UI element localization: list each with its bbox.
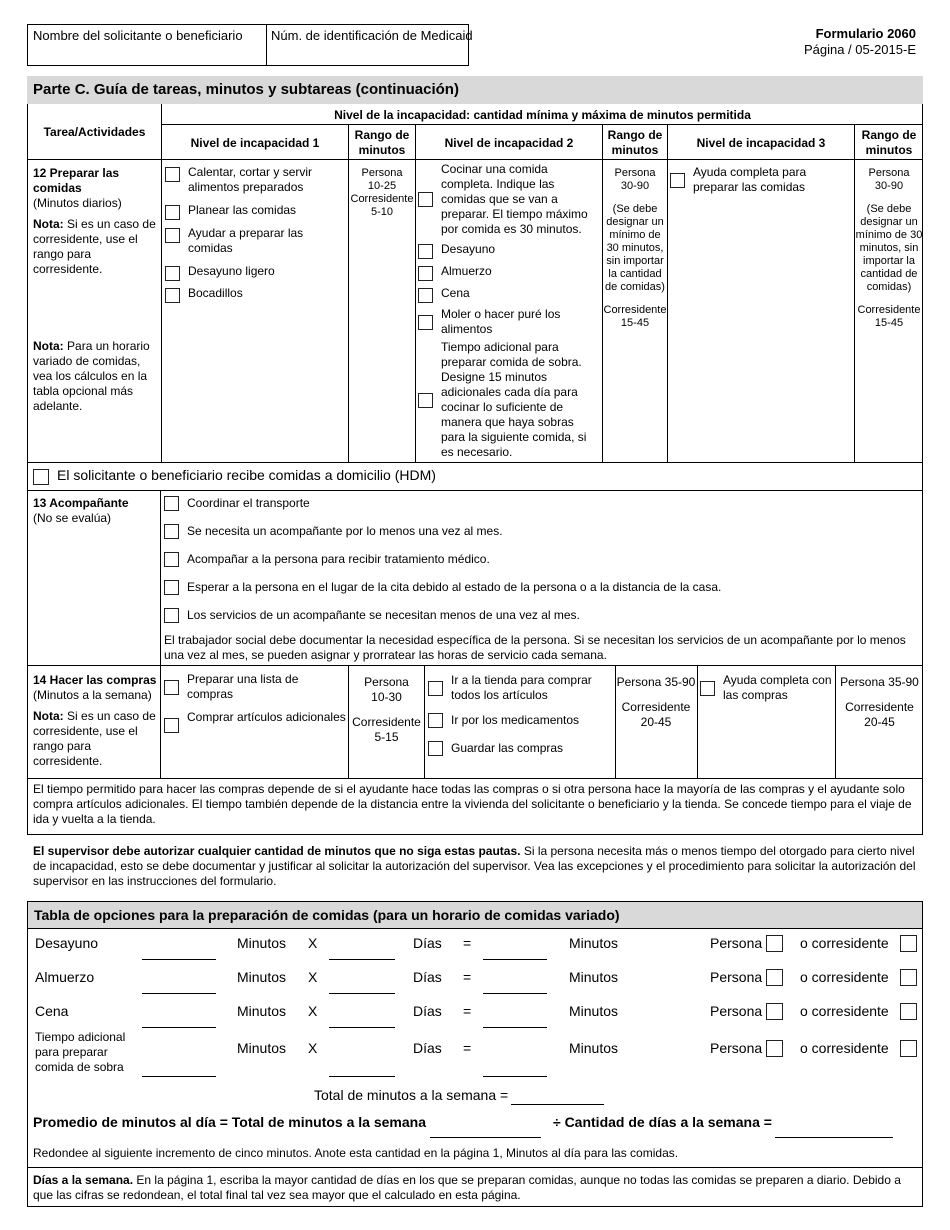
checkbox[interactable] [164,718,179,733]
meal-days-label: Días [413,935,442,951]
person-checkbox[interactable] [766,935,783,952]
task12-l1-item[interactable]: Calentar, cortar y servir alimentos preparados [165,165,345,195]
meal-result-label: Minutos [569,1003,619,1019]
task12-l2-item[interactable]: Cocinar una comida completa. Indique las comidas que se van a preparar. El tiempo máximo por comida es 30 minutos. [418,162,600,237]
applicant-name-label: Nombre del solicitante o beneficiario [33,28,243,43]
task12-range2: Persona 30-90 (Se debe designar un mínimo de 30 minutos, sin importar la cantidad de comidas) Corresidente 15-45 [603,167,667,329]
checkbox[interactable] [418,244,433,259]
days-note: Días a la semana. En la página 1, escriba la mayor cantidad de días en los que se preparan comidas, aunque no todas las comidas se preparen a diario. Debido a que las cifras se redondean, el total final tal vez sea mayor que el calculado en esta página. [33,1173,901,1202]
meal-days-field[interactable] [329,1027,395,1028]
task14-l1-item[interactable]: Comprar artículos adicionales [164,710,346,733]
checkbox[interactable] [164,524,179,539]
meal-minutes-label: Minutos [237,935,287,951]
person-checkbox[interactable] [766,969,783,986]
checkbox[interactable] [164,552,179,567]
meal-days-field[interactable] [329,993,395,994]
meal-days-label: Días [413,1003,442,1019]
meal-minutes-field[interactable] [142,993,216,994]
checkbox[interactable] [418,315,433,330]
meal-result-field[interactable] [483,993,547,994]
meal-person-label: Persona [710,969,763,985]
meal-times-sign: X [308,1003,318,1019]
meal-minutes-label: Minutos [237,1040,287,1056]
task12-cell [33,166,157,414]
task13-item[interactable]: Esperar a la persona en el lugar de la cita debido al estado de la persona o a la distancia de la casa. [164,580,721,595]
task14-l2-item[interactable]: Ir a la tienda para comprar todos los artículos [428,673,613,703]
checkbox[interactable] [418,288,433,303]
level3-header: Nivel de incapacidad 3 [696,136,826,150]
task13-cell [33,496,157,526]
meal-person-label: Persona [710,1040,763,1056]
task13-item[interactable]: Se necesita un acompañante por lo menos una vez al mes. [164,524,503,539]
task14-cell [33,673,161,769]
meal-days-field[interactable] [329,1076,395,1077]
checkbox[interactable] [164,580,179,595]
task12-l3-item[interactable]: Ayuda completa para preparar las comidas [670,165,850,195]
meal-cores-label: o corresidente [800,1003,889,1019]
task14-range1: Persona 10-30 Corresidente 5-15 [352,675,421,744]
task14-range2: Persona 35-90 Corresidente 20-45 [616,675,696,729]
total-week-field[interactable] [430,1137,541,1138]
checkbox[interactable] [700,681,715,696]
meal-row-label: Desayuno [35,935,99,951]
level1-header: Nivel de incapacidad 1 [190,136,320,150]
checkbox[interactable] [670,173,685,188]
meal-minutes-field[interactable] [142,1076,216,1077]
task14-range3: Persona 35-90 Corresidente 20-45 [840,675,919,729]
checkbox[interactable] [165,228,180,243]
task12-l2-item[interactable]: Tiempo adicional para preparar comida de sobra. Designe 15 minutos adicionales cada día para cocinar lo suficiente de manera que haya sobras para la siguiente comida, si es necesario. [418,340,600,460]
task14-l3-item[interactable]: Ayuda completa con las compras [700,673,834,703]
meal-row-label: Almuerzo [35,969,95,985]
supervisor-note: El supervisor debe autorizar cualquier cantidad de minutos que no siga estas pautas. Si la persona necesita más o menos tiempo del otorgado para cierto nivel de incapacidad, esto se debe documentar y justificar al solicitar la autorización del supervisor. Vea las excepciones y el procedimiento para solicitar la autorización del supervisor en las instrucciones del formulario. [33,844,916,888]
meal-cores-label: o corresidente [800,935,889,951]
divide-label: ÷ Cantidad de días a la semana = [553,1114,772,1130]
meal-equals-sign: = [463,969,472,985]
task12-l1-item[interactable]: Bocadillos [165,286,345,303]
meal-minutes-field[interactable] [142,959,216,960]
days-per-week-field[interactable] [775,1137,893,1138]
task12-l1-item[interactable]: Ayudar a preparar las comidas [165,226,345,256]
meal-person-label: Persona [710,1003,763,1019]
task14-l2-item[interactable]: Ir por los medicamentos [428,713,613,728]
checkbox[interactable] [165,205,180,220]
total-minutes-field[interactable] [511,1104,604,1105]
level-span-header: Nivel de la incapacidad: cantidad mínima y máxima de minutos permitida [334,108,751,122]
range3-header: Rango de minutos [861,128,917,157]
task13-item[interactable]: Acompañar a la persona para recibir tratamiento médico. [164,552,490,567]
task12-note2-label: Nota: [33,339,64,353]
task14-note-label: Nota: [33,709,64,723]
task-column-header: Tarea/Actividades [43,125,146,139]
total-minutes: Total de minutos a la semana = [314,1087,509,1103]
meal-row-label: Cena [35,1003,69,1019]
task14-l2-item[interactable]: Guardar las compras [428,741,613,756]
task13-note: El trabajador social debe documentar la necesidad específica de la persona. Si se necesitan los servicios de un acompañante por lo menos una vez al mes, se pueden asignar y prorratear las horas de servicio cada semana. [164,633,906,662]
meal-minutes-label: Minutos [237,969,287,985]
task12-l2-item[interactable]: Almuerzo [418,264,600,281]
checkbox[interactable] [33,469,49,485]
task13-subtitle: (No se evalúa) [33,511,112,525]
meal-cores-label: o corresidente [800,1040,889,1056]
corresident-checkbox[interactable] [900,1040,917,1057]
meal-result-label: Minutos [569,969,619,985]
checkbox[interactable] [418,393,433,408]
meal-minutes-label: Minutos [237,1003,287,1019]
checkbox[interactable] [164,608,179,623]
person-checkbox[interactable] [766,1040,783,1057]
task13-title: 13 Acompañante [33,496,129,510]
checkbox[interactable] [418,192,433,207]
meal-equals-sign: = [463,1040,472,1056]
hdm-option[interactable]: El solicitante o beneficiario recibe comidas a domicilio (HDM) [33,467,436,485]
task12-l2-item[interactable]: Moler o hacer puré los alimentos [418,307,600,337]
task12-l1-item[interactable]: Planear las comidas [165,203,345,220]
meal-result-label: Minutos [569,935,619,951]
medicaid-id-label: Núm. de identificación de Medicaid [271,28,473,43]
checkbox[interactable] [428,741,443,756]
task12-subtitle: (Minutos diarios) [33,196,122,210]
meal-result-field[interactable] [483,959,547,960]
task13-item[interactable]: Los servicios de un acompañante se necesitan menos de una vez al mes. [164,608,580,623]
round-note: Redondee al siguiente incremento de cinco minutos. Anote esta cantidad en la página 1, Minutos al día para las comidas. [33,1146,679,1160]
meal-times-sign: X [308,969,318,985]
corresident-checkbox[interactable] [900,935,917,952]
task12-l2-item[interactable]: Desayuno [418,242,600,259]
task12-title: 12 Preparar las comidas [33,166,120,195]
meal-minutes-field[interactable] [142,1027,216,1028]
meal-times-sign: X [308,935,318,951]
meal-times-sign: X [308,1040,318,1056]
section-title: Parte C. Guía de tareas, minutos y subtareas (continuación) [27,76,923,104]
meal-cores-label: o corresidente [800,969,889,985]
meal-equals-sign: = [463,1003,472,1019]
corresident-checkbox[interactable] [900,1003,917,1020]
task14-note: Si es un caso de corresidente, use el rango para corresidente. [33,709,156,768]
task12-range3: Persona 30-90 (Se debe designar un mínimo de 30 minutos, sin importar la cantidad de comidas) Corresidente 15-45 [855,167,923,329]
checkbox[interactable] [165,266,180,281]
checkbox[interactable] [418,266,433,281]
task12-range1: Persona 10-25 Corresidente 5-10 [350,167,414,218]
meal-person-label: Persona [710,935,763,951]
level2-header: Nivel de incapacidad 2 [444,136,574,150]
task12-note2: Para un horario variado de comidas, vea los cálculos en la tabla opcional más adelante. [33,339,150,413]
task12-l2-item[interactable]: Cena [418,286,600,303]
task14-subtitle: (Minutos a la semana) [33,688,152,702]
meal-result-field[interactable] [483,1076,547,1077]
checkbox[interactable] [165,167,180,182]
checkbox[interactable] [164,680,179,695]
corresident-checkbox[interactable] [900,969,917,986]
meal-row-label: Tiempo adicional para preparar comida de sobra [35,1030,126,1074]
meal-table-title: Tabla de opciones para la preparación de comidas (para un horario de comidas variado) [28,902,922,929]
meal-result-label: Minutos [569,1040,619,1056]
shopping-note: El tiempo permitido para hacer las compras depende de si el ayudante hace todas las compras o si otra persona hace la mayoría de las compras y el ayudante solo compra artículos adicionales. El tiempo también depende de la distancia entre la vivienda del solicitante o beneficiario y la tienda. Se concede tiempo para el viaje de ida y vuelta a la tienda. [33,782,912,826]
meal-equals-sign: = [463,935,472,951]
task14-l1-item[interactable]: Preparar una lista de compras [164,672,346,702]
task12-l1-item[interactable]: Desayuno ligero [165,264,345,281]
range1-header: Rango de minutos [354,128,410,157]
task12-note1: Si es un caso de corresidente, use el rango para corresidente. [33,217,156,276]
person-checkbox[interactable] [766,1003,783,1020]
task14-title: 14 Hacer las compras [33,673,157,687]
page-info: Página / 05-2015-E [803,42,916,57]
checkbox[interactable] [165,288,180,303]
range2-header: Rango de minutos [607,128,663,157]
meal-days-label: Días [413,969,442,985]
form-title: Formulario 2060 [815,26,916,41]
meal-days-label: Días [413,1040,442,1056]
checkbox[interactable] [428,681,443,696]
task13-item[interactable]: Coordinar el transporte [164,496,310,511]
task12-note1-label: Nota: [33,217,64,231]
checkbox[interactable] [428,713,443,728]
meal-result-field[interactable] [483,1027,547,1028]
checkbox[interactable] [164,496,179,511]
meal-table [27,901,923,1207]
meal-days-field[interactable] [329,959,395,960]
average-formula: Promedio de minutos al día = Total de minutos a la semana [33,1114,426,1130]
